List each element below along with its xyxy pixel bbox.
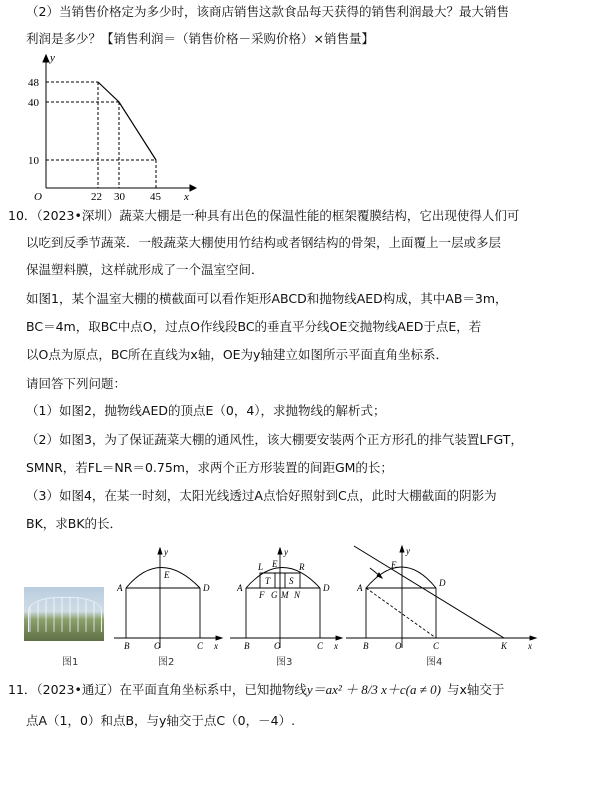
graph-y-label: y [50,52,55,64]
q11-line2: 点A（1，0）和点B，与y轴交于点C（0，－4）. [26,713,296,728]
sales-graph [22,50,197,205]
q10-line4: 如图1，某个温室大棚的横截面可以看作矩形ABCD和抛物线AED构成，其中AB＝3m， [26,291,508,306]
q11-line1 [8,681,504,699]
fig2-label-a: A [117,583,123,593]
fig4-label-x: x [528,641,532,651]
q10-line8: （1）如图2，抛物线AED的顶点E（0，4），求抛物线的解析式； [26,403,386,418]
graph-x-label: x [184,191,189,203]
fig2-label-c: C [197,641,204,651]
q10-line9: （2）如图3，为了保证蔬菜大棚的通风性，该大棚要安装两个正方形孔的排气装置LFGT， [26,432,523,447]
q11-formula: y＝ax² ＋ 8/3 x＋c(a ≠ 0) [306,682,441,697]
q10-line12: BK，求BK的长． [26,516,123,531]
fig3-label-b: B [244,641,250,651]
q10-line1: 10．（2023•深圳）蔬菜大棚是一种具有出色的保温性能的框架覆膜结构，它出现使得人们可 [8,208,520,223]
graph-ytick-40: 40 [28,97,39,109]
graph-xtick-22: 22 [91,191,102,203]
figure4-caption: 图4 [426,657,443,668]
figure2-caption: 图2 [158,657,175,668]
fig3-label-a: A [237,583,243,593]
fig3-label-y: y [284,547,288,557]
fig2-label-b: B [124,641,130,651]
q10-line3: 保温塑料膜，这样就形成了一个温室空间． [26,262,264,277]
graph-ytick-10: 10 [28,155,39,167]
fig3-label-e: E [272,559,278,569]
graph-origin: O [34,191,42,203]
fig3-label-m: M [281,590,289,600]
figure2-diagram [112,546,224,652]
fig3-label-t: T [265,576,271,586]
graph-xtick-30: 30 [114,191,125,203]
fig4-label-k: K [501,641,508,651]
q10-line10: SMNR，若FL＝NR＝0.75m，求两个正方形装置的间距GM的长； [26,460,393,475]
q10-line6: 以O点为原点，BC所在直线为x轴，OE为y轴建立如图所示平面直角坐标系． [26,347,448,362]
fig4-label-b: B [363,641,369,651]
fig2-label-y: y [164,547,168,557]
q10-line2: 以吃到反季节蔬菜．一般蔬菜大棚使用竹结构或者钢结构的骨架，上面覆上一层或多层 [26,235,502,250]
q11-line1-pre: 11．（2023•通辽）在平面直角坐标系中，已知抛物线 [8,682,307,697]
fig3-label-g: G [271,590,278,600]
graph-xtick-45: 45 [150,191,161,203]
greenhouse-photo [24,587,104,641]
q11-line1-post: 与x轴交于 [446,682,505,697]
fig4-label-a: A [357,583,363,593]
fig4-label-y: y [406,546,410,556]
figure3-caption: 图3 [276,657,293,668]
figure1-caption: 图1 [62,657,79,668]
q10-line11: （3）如图4，在某一时刻，太阳光线透过A点恰好照射到C点，此时大棚截面的阴影为 [26,488,497,503]
fig3-label-l: L [258,562,264,572]
q10-line7: 请回答下列问题： [26,376,127,391]
figure4-diagram [344,540,540,652]
fig2-label-d: D [203,583,210,593]
q9-part2-line1: （2）当销售价格定为多少时，该商店销售这款食品每天获得的销售利润最大？最大销售 [26,4,509,19]
fig3-label-f: F [259,590,265,600]
fig4-label-o: O [395,641,402,651]
fig4-label-c: C [433,641,440,651]
fig4-label-e: E [391,560,397,570]
fig3-label-s: S [289,576,294,586]
fig2-label-e: E [164,570,170,580]
fig3-label-n: N [294,590,301,600]
fig3-label-c: C [317,641,324,651]
fig2-label-x: x [214,641,218,651]
fig2-label-o: O [154,641,161,651]
figure3-diagram [228,546,344,652]
q10-line5: BC＝4m，取BC中点O，过点O作线段BC的垂直平分线OE交抛物线AED于点E，若 [26,319,482,334]
fig3-label-r: R [299,562,305,572]
fig3-label-x: x [334,641,338,651]
fig3-label-d: D [323,583,330,593]
fig3-label-o: O [274,641,281,651]
q9-part2-line2: 利润是多少？【销售利润＝（销售价格－采购价格）×销售量】 [26,31,374,46]
fig4-label-d: D [439,578,446,588]
graph-ytick-48: 48 [28,77,39,89]
